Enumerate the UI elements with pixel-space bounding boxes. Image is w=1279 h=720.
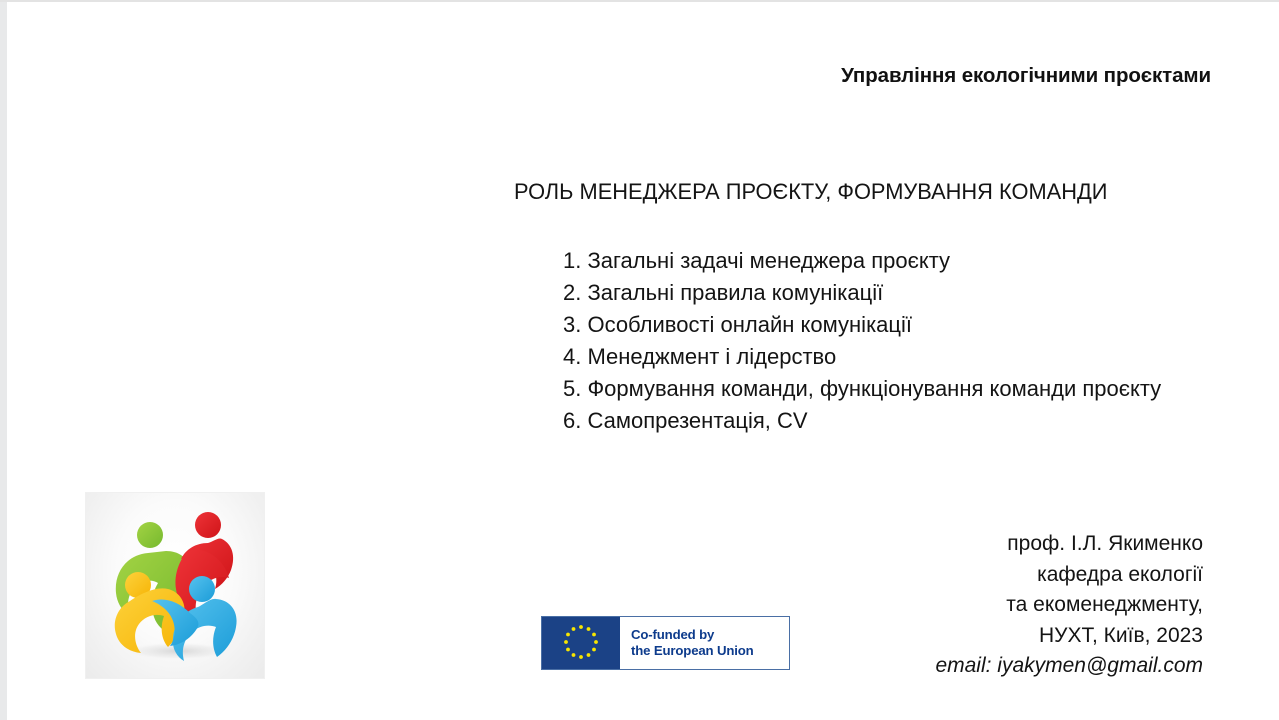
author-credit-block <box>935 529 1203 682</box>
list-item: 5. Формування команди, функціонування команди проєкту <box>563 376 1162 401</box>
eu-logo-line2: the European Union <box>631 643 754 658</box>
eu-logo-text <box>620 627 789 660</box>
list-item: 2. Загальні правила комунікації <box>563 280 884 305</box>
left-edge-strip <box>0 2 7 720</box>
slide-header-title: Управління екологічними проєктами <box>841 64 1211 87</box>
teamwork-logo <box>85 492 265 679</box>
eu-cofunded-logo <box>541 616 790 670</box>
list-item: 6. Самопрезентація, CV <box>563 408 808 433</box>
credit-department-cont: та екоменеджменту, <box>1006 593 1203 616</box>
credit-author: проф. І.Л. Якименко <box>1007 532 1203 555</box>
page-title: РОЛЬ МЕНЕДЖЕРА ПРОЄКТУ, ФОРМУВАННЯ КОМАНДИ <box>514 179 1108 204</box>
credit-university: НУХТ, Київ, 2023 <box>1038 623 1203 647</box>
eu-flag-icon <box>542 617 620 669</box>
list-item: 1. Загальні задачі менеджера проєкту <box>563 248 951 273</box>
list-item: 4. Менеджмент і лідерство <box>563 344 837 369</box>
credit-email: email: iyakymen@gmail.com <box>935 654 1203 677</box>
credit-department: кафедра екології <box>1037 562 1203 586</box>
list-item: 3. Особливості онлайн комунікації <box>563 312 913 337</box>
agenda-list <box>563 245 1203 437</box>
eu-logo-line1: Co-funded by <box>631 626 715 642</box>
teamwork-logo-icon <box>86 493 264 678</box>
eu-stars-icon <box>542 617 620 669</box>
